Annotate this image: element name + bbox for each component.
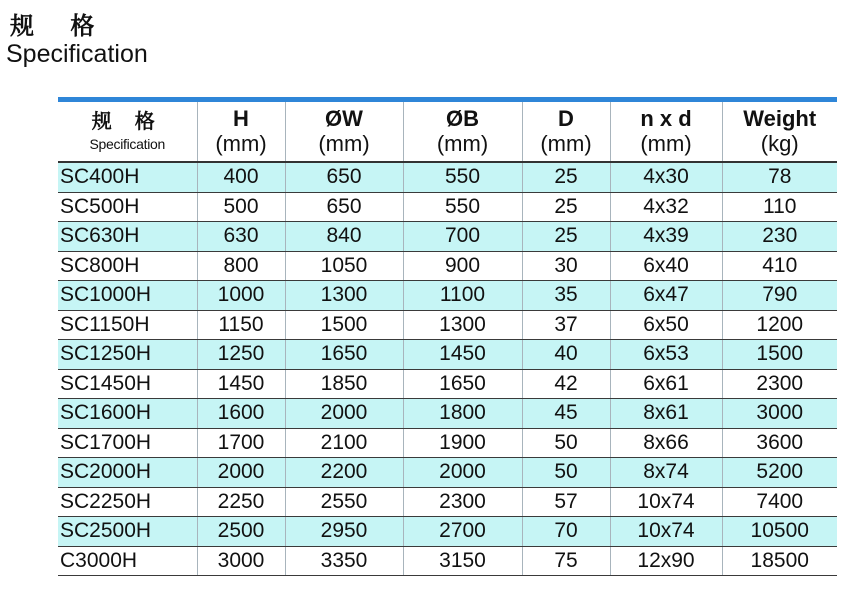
table-row [58,340,837,370]
header-model-cn: 规 格 [91,108,163,133]
cell-weight: 7400 [722,487,837,517]
cell-b: 1300 [403,310,522,340]
cell-d: 57 [522,487,610,517]
cell-w: 2200 [285,458,403,488]
header-label: ØW [325,105,363,131]
cell-b: 2700 [403,517,522,547]
table-row [58,369,837,399]
cell-h: 1000 [197,281,285,311]
cell-model: SC630H [58,222,197,252]
cell-nxd: 4x32 [610,192,722,222]
cell-weight: 1200 [722,310,837,340]
cell-d: 30 [522,251,610,281]
cell-b: 1800 [403,399,522,429]
header-unit: (mm) [318,130,370,156]
cell-weight: 110 [722,192,837,222]
cell-w: 1300 [285,281,403,311]
cell-model: SC1600H [58,399,197,429]
cell-b: 2000 [403,458,522,488]
cell-w: 650 [285,162,403,192]
spec-table-body [58,162,837,576]
cell-d: 45 [522,399,610,429]
cell-nxd: 6x61 [610,369,722,399]
table-row [58,487,837,517]
cell-w: 2000 [285,399,403,429]
cell-model: C3000H [58,546,197,576]
cell-b: 1900 [403,428,522,458]
cell-d: 37 [522,310,610,340]
page-title-cn: 规 格 [10,12,109,40]
table-row [58,162,837,192]
table-row [58,192,837,222]
cell-b: 550 [403,162,522,192]
cell-d: 40 [522,340,610,370]
spec-table-container [58,97,837,576]
table-row [58,251,837,281]
cell-h: 1450 [197,369,285,399]
cell-nxd: 4x30 [610,162,722,192]
cell-model: SC1250H [58,340,197,370]
cell-model: SC2500H [58,517,197,547]
cell-w: 2550 [285,487,403,517]
header-model-en: Specification [89,135,165,152]
table-row [58,222,837,252]
cell-b: 700 [403,222,522,252]
cell-d: 50 [522,458,610,488]
cell-weight: 3000 [722,399,837,429]
cell-h: 2500 [197,517,285,547]
cell-d: 35 [522,281,610,311]
cell-h: 2250 [197,487,285,517]
cell-nxd: 8x66 [610,428,722,458]
cell-weight: 18500 [722,546,837,576]
cell-nxd: 10x74 [610,517,722,547]
cell-h: 1600 [197,399,285,429]
cell-h: 800 [197,251,285,281]
table-row [58,458,837,488]
cell-model: SC1450H [58,369,197,399]
table-row [58,310,837,340]
cell-weight: 78 [722,162,837,192]
cell-weight: 410 [722,251,837,281]
cell-model: SC2250H [58,487,197,517]
cell-b: 3150 [403,546,522,576]
cell-nxd: 8x61 [610,399,722,429]
cell-h: 500 [197,192,285,222]
cell-b: 900 [403,251,522,281]
header-h [197,102,285,162]
cell-nxd: 8x74 [610,458,722,488]
cell-model: SC1000H [58,281,197,311]
page-title-en: Specification [6,40,148,68]
cell-model: SC2000H [58,458,197,488]
cell-d: 25 [522,192,610,222]
header-unit: (mm) [640,130,692,156]
cell-d: 42 [522,369,610,399]
cell-nxd: 6x47 [610,281,722,311]
cell-h: 400 [197,162,285,192]
cell-w: 1650 [285,340,403,370]
table-row [58,517,837,547]
header-label: n x d [640,105,692,131]
cell-weight: 230 [722,222,837,252]
cell-weight: 3600 [722,428,837,458]
cell-h: 1150 [197,310,285,340]
cell-nxd: 10x74 [610,487,722,517]
header-label: D [558,105,574,131]
cell-w: 2100 [285,428,403,458]
header-weight [722,102,837,162]
header-b [403,102,522,162]
header-label: ØB [446,105,479,131]
cell-weight: 2300 [722,369,837,399]
cell-model: SC1700H [58,428,197,458]
cell-weight: 1500 [722,340,837,370]
table-row [58,399,837,429]
cell-model: SC500H [58,192,197,222]
header-unit: (mm) [540,130,592,156]
cell-w: 1500 [285,310,403,340]
cell-nxd: 12x90 [610,546,722,576]
cell-nxd: 6x40 [610,251,722,281]
cell-weight: 10500 [722,517,837,547]
cell-h: 1700 [197,428,285,458]
header-nxd [610,102,722,162]
cell-w: 1050 [285,251,403,281]
cell-b: 1100 [403,281,522,311]
cell-d: 25 [522,162,610,192]
cell-d: 70 [522,517,610,547]
cell-nxd: 4x39 [610,222,722,252]
spec-table [58,102,837,576]
cell-b: 2300 [403,487,522,517]
header-d [522,102,610,162]
cell-nxd: 6x53 [610,340,722,370]
header-w [285,102,403,162]
cell-model: SC1150H [58,310,197,340]
cell-weight: 5200 [722,458,837,488]
table-row [58,281,837,311]
header-unit: (mm) [436,130,489,156]
table-row [58,428,837,458]
cell-w: 650 [285,192,403,222]
cell-w: 1850 [285,369,403,399]
cell-b: 1650 [403,369,522,399]
cell-d: 25 [522,222,610,252]
cell-h: 1250 [197,340,285,370]
table-row [58,546,837,576]
cell-w: 2950 [285,517,403,547]
header-unit: (kg) [760,130,799,156]
cell-d: 50 [522,428,610,458]
cell-weight: 790 [722,281,837,311]
cell-b: 1450 [403,340,522,370]
cell-h: 2000 [197,458,285,488]
table-header-row [58,102,837,162]
cell-nxd: 6x50 [610,310,722,340]
cell-h: 630 [197,222,285,252]
cell-w: 3350 [285,546,403,576]
cell-d: 75 [522,546,610,576]
header-model [58,102,197,162]
header-label: Weight [743,105,817,131]
cell-b: 550 [403,192,522,222]
cell-h: 3000 [197,546,285,576]
cell-w: 840 [285,222,403,252]
header-unit: (mm) [215,130,267,156]
header-label: H [233,105,249,131]
cell-model: SC800H [58,251,197,281]
cell-model: SC400H [58,162,197,192]
